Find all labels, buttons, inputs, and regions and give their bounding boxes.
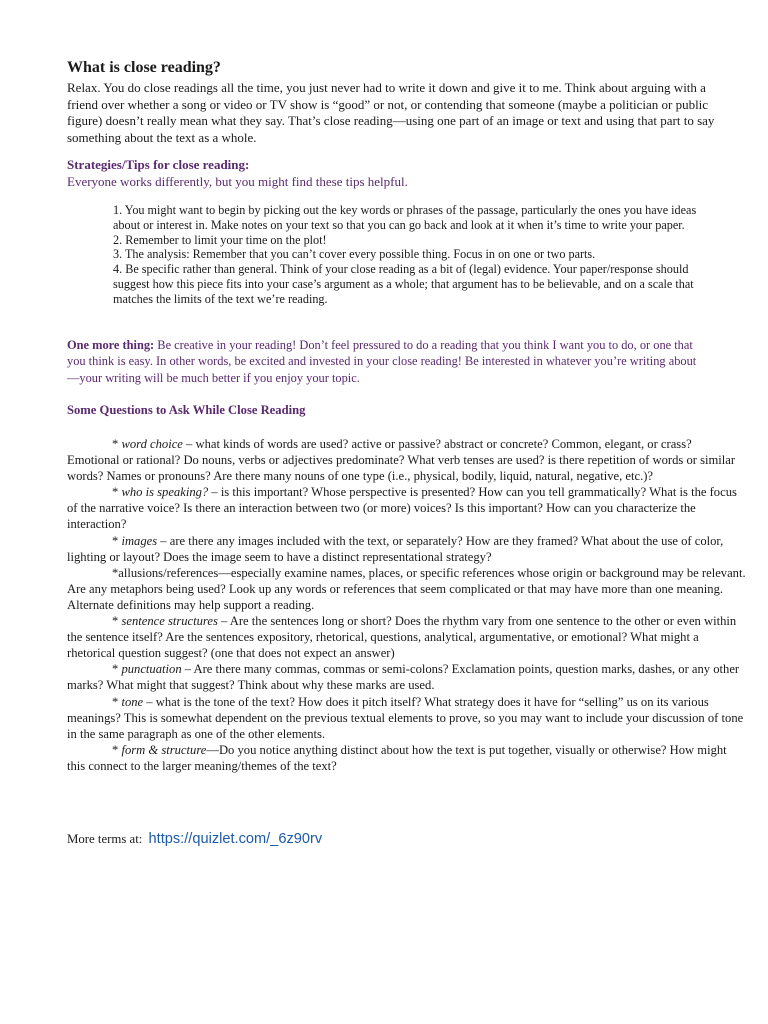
- bullet: *: [112, 662, 122, 677]
- strategies-heading: Strategies/Tips for close reading:: [67, 157, 250, 172]
- question-term: sentence structures: [121, 614, 218, 629]
- intro-paragraph: Relax. You do close readings all the time, you just never had to write it down and give it to me. Think about arguing with a friend over whether a song or video or TV show is “good” or not, or contending that someone (maybe a politician or public figure) doesn’t really mean what they say. That’s close reading—using one part of an image or text and using that part to say something about the text as a whole.: [67, 80, 715, 145]
- tip-item: 1. You might want to begin by picking out the key words or phrases of the passage, particularly the ones you have ideas about or interest in. Make notes on your text so that you can go back and look at it when it’s time to write your paper.: [113, 203, 697, 232]
- question-text: – Are the sentences long or short? Does the rhythm vary from one sentence to the other or even within the sentence itself? Are the sentences expository, rhetorical, questions, analytical, argumentative, or emotional? What might a rhetorical question suggest? (one that does not expect an answer): [67, 614, 737, 661]
- tip-item: 2. Remember to limit your time on the plot!: [113, 232, 327, 247]
- question-text: – what kinds of words are used? active or passive? abstract or concrete? Common, elegant, or crass? Emotional or rational? Do nouns, verbs or adjectives predominate? What verb tenses are used? is there repetition of words or similar words? Names or pronouns? Are there many nouns of one type (i.e., physical, bodily, liquid, natural, negative, etc.)?: [67, 437, 736, 484]
- one-more-thing-paragraph: [67, 337, 707, 386]
- question-text: —Do you notice anything distinct about how the text is put together, visually or otherwise? How might this connect to the larger meaning/themes of the text?: [67, 742, 727, 773]
- questions-heading: Some Questions to Ask While Close Reading: [67, 403, 306, 417]
- question-item: [67, 565, 747, 613]
- question-item: [67, 661, 747, 693]
- question-item: [67, 436, 747, 484]
- question-term: images: [121, 533, 158, 548]
- tip-item: 3. The analysis: Remember that you can’t cover every possible thing. Focus in on one or two parts.: [113, 247, 596, 262]
- one-more-thing-lead: One more thing:: [67, 338, 155, 352]
- question-text: – are there any images included with the text, or separately? How are they framed? What about the use of color, lighting or layout? Does the image seem to have a distinct representational strategy?: [67, 533, 724, 564]
- questions-list: [67, 436, 747, 774]
- more-terms: [67, 830, 322, 848]
- question-text: – Are there many commas, commas or semi-colons? Exclamation points, question marks, dashes, or any other marks? What might that suggest? Think about why these marks are used.: [67, 662, 740, 693]
- bullet: *: [112, 694, 122, 709]
- one-more-thing-text: Be creative in your reading! Don’t feel pressured to do a reading that you think I want you to do, or one that you think is easy. In other words, be excited and invested in your close reading! Be interested in whatever you’re writing about—your writing will be much better if you enjoy your topic.: [67, 338, 697, 385]
- question-text: *allusions/references—especially examine names, places, or specific references whose origin or background may be relevant. Are any metaphors being used? Look up any words or references that seem complicated or that may have more than one meaning. Alternate definitions may help support a reading.: [67, 565, 746, 612]
- bullet: *: [112, 437, 122, 451]
- question-item: [67, 694, 747, 742]
- strategies-subheading: Everyone works differently, but you might find these tips helpful.: [67, 174, 408, 189]
- question-term: tone: [121, 694, 144, 709]
- bullet: *: [112, 533, 122, 548]
- question-term: word choice: [121, 437, 183, 451]
- question-item: [67, 742, 747, 774]
- more-terms-label: More terms at:: [67, 832, 143, 846]
- question-term: punctuation: [121, 662, 182, 677]
- bullet: *: [112, 614, 122, 629]
- question-term: who is speaking?: [121, 485, 209, 500]
- question-term: form & structure: [121, 742, 207, 757]
- page-title: What is close reading?: [67, 59, 221, 76]
- question-text: – is this important? Whose perspective is presented? How can you tell grammatically? What is the focus of the narrative voice? Is there an interaction between two (or more) voices? Is this important? How can you characterize the interaction?: [67, 485, 737, 532]
- question-item: [67, 533, 747, 565]
- tip-item: 4. Be specific rather than general. Think of your close reading as a bit of (legal) evidence. Your paper/response should suggest how this piece fits into your case’s argument as a whole; that argument has to be believable, and on a scale that matches the limits of the text we’re reading.: [113, 262, 694, 306]
- question-text: – what is the tone of the text? How does it pitch itself? What strategy does it have for “selling” us on its various meanings? This is somewhat dependent on the previous textual elements to prove, so you may want to include your discussion of tone in the same paragraph as one of the other elements.: [67, 694, 744, 741]
- question-item: [67, 484, 747, 532]
- question-item: [67, 613, 747, 661]
- tips-list: [113, 203, 713, 307]
- bullet: *: [112, 485, 122, 500]
- bullet: *: [112, 742, 122, 757]
- quizlet-link[interactable]: https://quizlet.com/_6z90rv: [148, 831, 323, 847]
